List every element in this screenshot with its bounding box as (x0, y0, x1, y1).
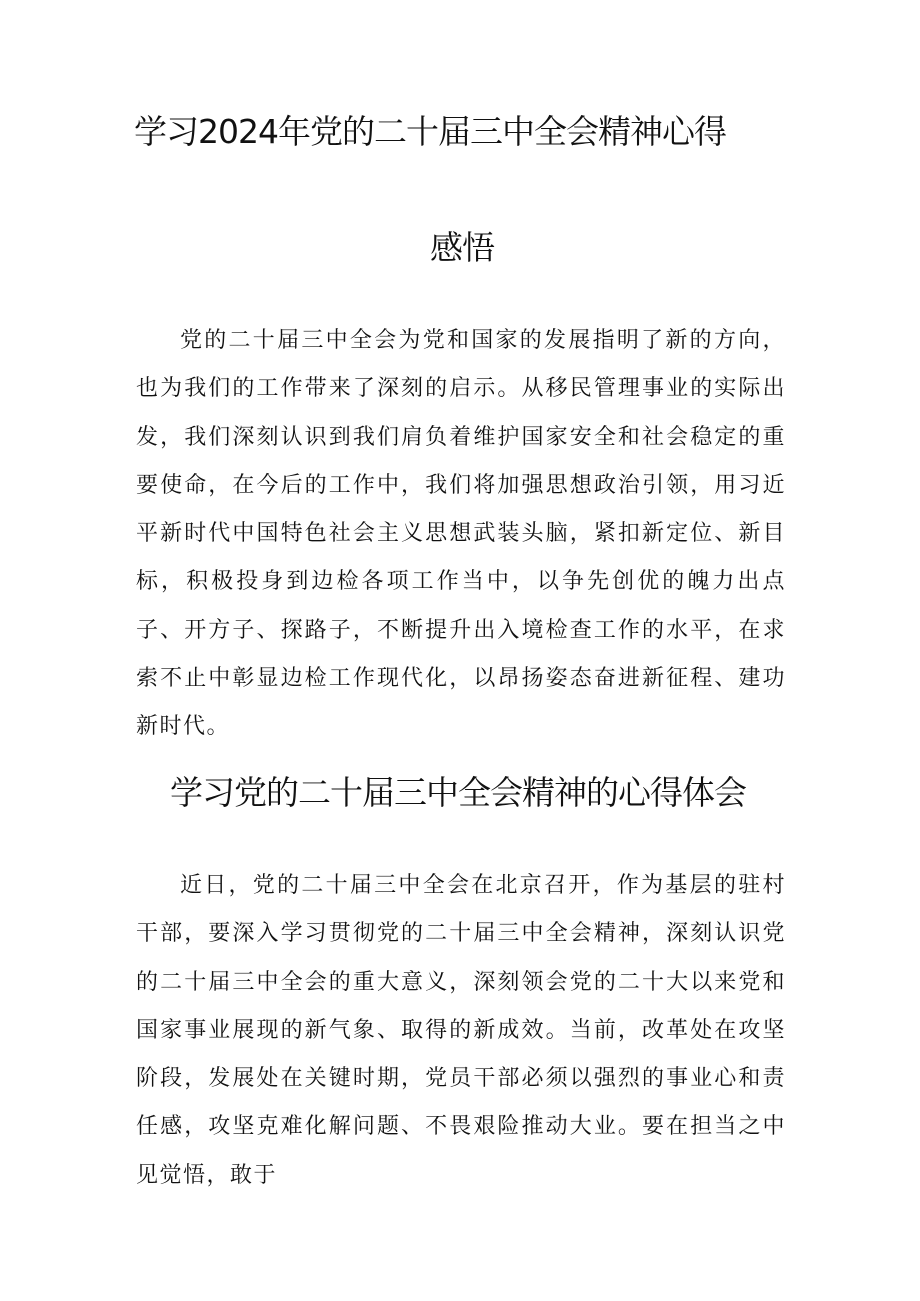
article2-title: 学习党的二十届三中全会精神的心得体会 (170, 773, 746, 812)
article1-body: 党的二十届三中全会为党和国家的发展指明了新的方向，也为我们的工作带来了深刻的启示。从移民管理事业的实际出发，我们深刻认识到我们肩负着维护国家安全和社会稳定的重要使命，在今后的工作中，我们将加强思想政治引领，用习近平新时代中国特色社会主义思想武装头脑，紧扣新定位、新目标，积极投身到边检各项工作当中，以争先创优的魄力出点子、开方子、探路子，不断提升出入境检查工作的水平，在求索不止中彰显边检工作现代化，以昂扬姿态奋进新征程、建功新时代。 (136, 328, 786, 740)
article1-title-line1: 学习2024年党的二十届三中全会精神心得 (134, 112, 726, 151)
article2-body: 近日，党的二十届三中全会在北京召开，作为基层的驻村干部，要深入学习贯彻党的二十届三中全会精神，深刻认识党的二十届三中全会的重大意义，深刻领会党的二十大以来党和国家事业展现的新气象、取得的新成效。当前，改革处在攻坚阶段，发展处在关键时期，党员干部必须以强烈的事业心和责任感，攻坚克难化解问题、不畏艰险推动大业。要在担当之中见觉悟，敢于 (136, 873, 786, 1188)
article1-title-line2: 感悟 (430, 228, 494, 267)
